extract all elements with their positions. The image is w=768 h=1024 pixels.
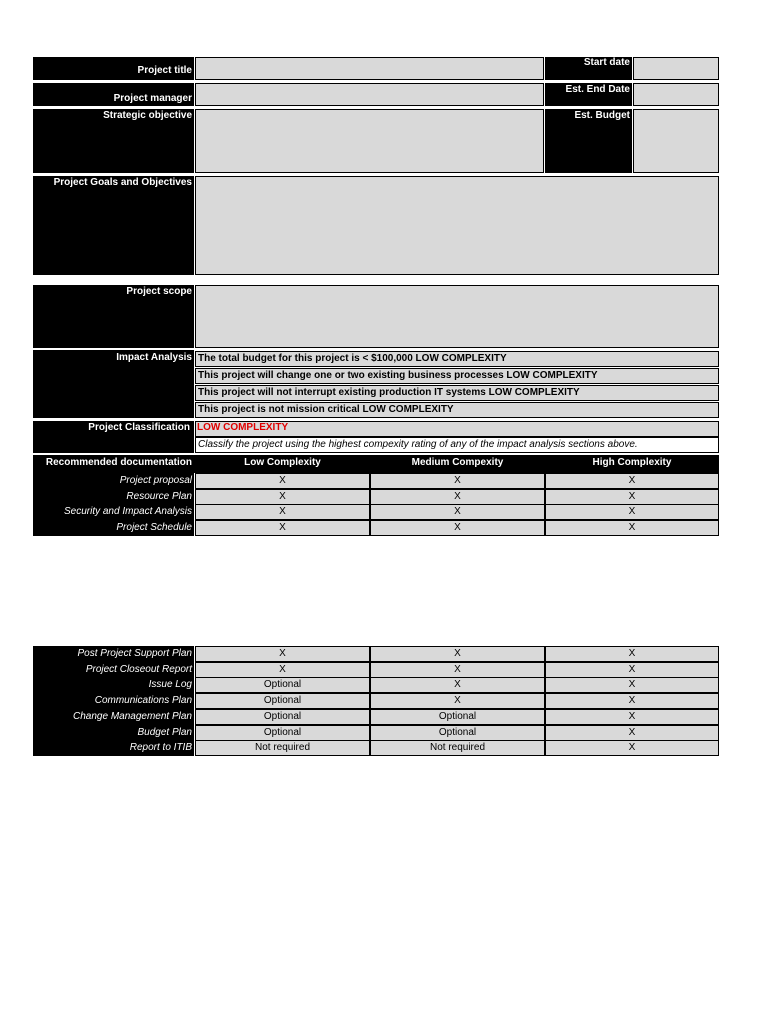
- doc-cell-low[interactable]: X: [195, 662, 370, 678]
- doc-cell-high[interactable]: X: [545, 473, 719, 489]
- doc-cell-low[interactable]: X: [195, 473, 370, 489]
- doc-cell-low[interactable]: Optional: [195, 677, 370, 693]
- doc-row-label: Issue Log: [148, 679, 192, 691]
- classification-value: LOW COMPLEXITY: [197, 422, 289, 433]
- goals-label-cell: [33, 176, 194, 275]
- project-manager-field[interactable]: [195, 83, 544, 106]
- doc-row-label: Project proposal: [119, 475, 192, 486]
- doc-cell-high[interactable]: X: [545, 662, 719, 678]
- docs-label: Recommended documentation: [45, 457, 192, 468]
- start-date-label: Start date: [583, 57, 630, 68]
- doc-cell-low[interactable]: Not required: [195, 740, 370, 756]
- doc-cell-med[interactable]: X: [370, 677, 545, 693]
- start-date-field[interactable]: [633, 57, 719, 80]
- col-high-complexity: High Complexity: [592, 457, 672, 468]
- est-budget-label: Est. Budget: [574, 110, 630, 121]
- classification-label: Project Classification: [88, 422, 190, 433]
- scope-label: Project scope: [126, 286, 192, 297]
- scope-field[interactable]: [195, 285, 719, 348]
- project-manager-label: Project manager: [113, 93, 192, 104]
- doc-cell-high[interactable]: X: [545, 520, 719, 536]
- doc-cell-high[interactable]: X: [545, 740, 719, 756]
- doc-cell-med[interactable]: Not required: [370, 740, 545, 756]
- est-budget-field[interactable]: [633, 109, 719, 173]
- doc-cell-med[interactable]: X: [370, 646, 545, 662]
- doc-cell-high[interactable]: X: [545, 504, 719, 520]
- strategic-objective-label: Strategic objective: [103, 110, 192, 121]
- impact-line[interactable]: This project will change one or two existing business processes LOW COMPLEXITY: [195, 368, 719, 384]
- doc-cell-low[interactable]: X: [195, 489, 370, 505]
- doc-cell-high[interactable]: X: [545, 725, 719, 741]
- doc-cell-high[interactable]: X: [545, 693, 719, 709]
- doc-row-label: Post Project Support Plan: [77, 648, 192, 659]
- impact-line[interactable]: This project is not mission critical LOW COMPLEXITY: [195, 402, 719, 418]
- est-end-date-field[interactable]: [633, 83, 719, 106]
- doc-cell-med[interactable]: Optional: [370, 725, 545, 741]
- doc-cell-med[interactable]: X: [370, 504, 545, 520]
- goals-field[interactable]: [195, 176, 719, 275]
- impact-label: Impact Analysis: [116, 352, 192, 363]
- doc-cell-low[interactable]: X: [195, 504, 370, 520]
- doc-row-label: Budget Plan: [137, 726, 192, 738]
- doc-cell-med[interactable]: X: [370, 662, 545, 678]
- doc-cell-high[interactable]: X: [545, 677, 719, 693]
- strategic-objective-field[interactable]: [195, 109, 544, 173]
- doc-row-label: Security and Impact Analysis: [63, 506, 192, 518]
- doc-row-label: Change Management Plan: [73, 710, 192, 722]
- doc-cell-med[interactable]: X: [370, 520, 545, 536]
- doc-cell-low[interactable]: X: [195, 646, 370, 662]
- doc-row-label: Project Closeout Report: [85, 663, 192, 675]
- doc-cell-high[interactable]: X: [545, 489, 719, 505]
- col-medium-complexity: Medium Compexity: [411, 457, 504, 468]
- doc-row-label: Report to ITIB: [129, 742, 192, 754]
- doc-cell-high[interactable]: X: [545, 646, 719, 662]
- doc-cell-med[interactable]: X: [370, 489, 545, 505]
- doc-cell-low[interactable]: Optional: [195, 709, 370, 725]
- impact-line[interactable]: The total budget for this project is < $100,000 LOW COMPLEXITY: [195, 351, 719, 367]
- impact-line[interactable]: This project will not interrupt existing production IT systems LOW COMPLEXITY: [195, 385, 719, 401]
- project-title-label: Project title: [137, 65, 192, 76]
- doc-cell-med[interactable]: X: [370, 473, 545, 489]
- doc-cell-low[interactable]: X: [195, 520, 370, 536]
- col-low-complexity: Low Complexity: [244, 457, 321, 468]
- classification-note: Classify the project using the highest compexity rating of any of the impact analysis sections above.: [195, 437, 719, 453]
- doc-cell-med[interactable]: Optional: [370, 709, 545, 725]
- doc-cell-low[interactable]: Optional: [195, 725, 370, 741]
- project-title-field[interactable]: [195, 57, 544, 80]
- doc-row-label: Communications Plan: [94, 695, 192, 707]
- doc-row-label: Resource Plan: [126, 490, 192, 502]
- doc-row-label: Project Schedule: [116, 522, 192, 534]
- doc-cell-med[interactable]: X: [370, 693, 545, 709]
- doc-cell-low[interactable]: Optional: [195, 693, 370, 709]
- est-end-date-label: Est. End Date: [565, 84, 630, 95]
- goals-label: Project Goals and Objectives: [53, 177, 192, 188]
- doc-cell-high[interactable]: X: [545, 709, 719, 725]
